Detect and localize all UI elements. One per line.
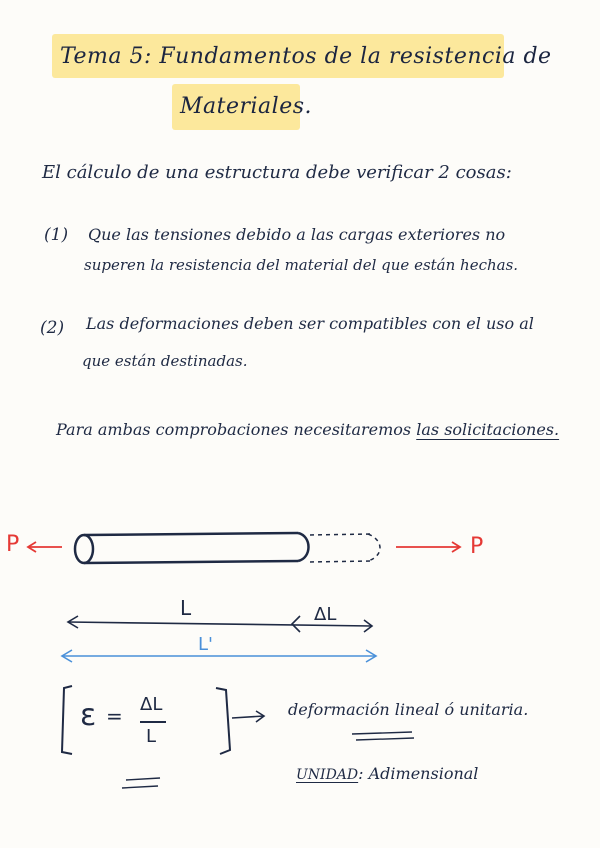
final-length-dimension (62, 650, 376, 662)
bar-extension (310, 534, 380, 562)
item-2-line2: que están destinadas. (82, 352, 248, 370)
formula-denominator: L (146, 726, 157, 747)
force-right-arrow (396, 542, 460, 552)
unidad-line (296, 764, 478, 783)
comprobaciones-underlined: las solicitaciones. (416, 420, 560, 439)
delta-length-label: ΔL (314, 604, 337, 625)
comprobaciones-lead: Para ambas comprobaciones necesitaremos (56, 420, 412, 439)
item-1-line1: Que las tensiones debido a las cargas exteriores no (88, 225, 506, 244)
force-left-label: P (6, 532, 20, 557)
page-title-line2: Materiales. (180, 94, 313, 119)
unidad-label: UNIDAD (296, 767, 359, 783)
intro-text: El cálculo de una estructura debe verificar 2 cosas: (42, 162, 512, 183)
length-label: L (180, 596, 192, 620)
item-2-number: (2) (40, 318, 65, 338)
page-title: Tema 5: Fundamentos de la resistencia de (60, 44, 552, 69)
formula-description: deformación lineal ó unitaria. (288, 700, 529, 719)
item-2-line1: Las deformaciones deben ser compatibles con el uso al (86, 314, 534, 333)
equals-sign: = (106, 704, 123, 728)
formula-numerator: ΔL (140, 694, 163, 715)
unidad-value: Adimensional (368, 764, 479, 783)
formula-arrow (232, 711, 264, 722)
strain-symbol: ε (80, 698, 97, 733)
bar (75, 533, 309, 563)
final-length-label: L' (198, 634, 213, 655)
unidad-separator: : (358, 764, 364, 783)
force-right-label: P (470, 534, 484, 559)
item-1-line2: superen la resistencia del material del que están hechas. (84, 256, 519, 274)
item-1-number: (1) (44, 225, 69, 245)
force-left-arrow (28, 542, 62, 552)
